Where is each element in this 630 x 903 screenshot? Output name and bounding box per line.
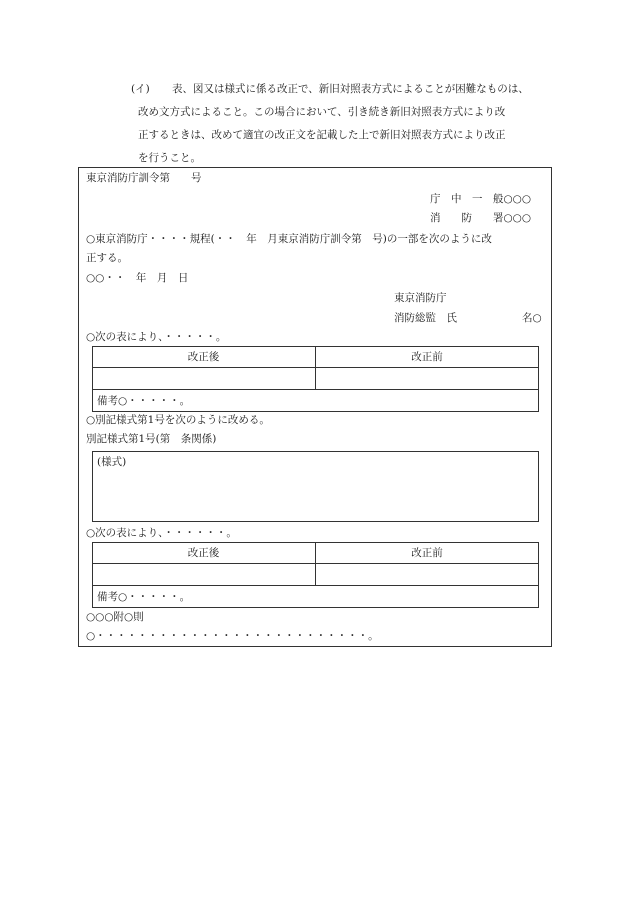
office-line-2: 消 防 署○○○	[430, 212, 531, 224]
style-box-label: (様式)	[97, 456, 127, 468]
paragraph-line-4: を行うこと。	[138, 152, 201, 164]
issuer-title: 消防総監 氏	[394, 312, 457, 324]
main-text-line-2: 正する。	[86, 252, 128, 264]
table2-note-rule	[92, 585, 539, 586]
final-line: ○・・・・・・・・・・・・・・・・・・・・・・・・・・。	[86, 630, 379, 642]
table1-header-after: 改正後	[187, 351, 220, 363]
table2-header-after: 改正後	[187, 547, 220, 559]
table1-intro: ○次の表により、・・・・・。	[86, 331, 227, 343]
table1-note: 備考○・・・・・。	[97, 395, 191, 407]
ordinance-number: 東京消防庁訓令第 号	[86, 172, 202, 184]
table1-header-before: 改正前	[411, 351, 443, 363]
issuer-org: 東京消防庁	[394, 292, 447, 304]
main-text-line-1: ○東京消防庁・・・・規程(・・ 年 月東京消防庁訓令第 号)の一部を次のように改	[86, 233, 492, 245]
table1-note-rule	[92, 389, 539, 390]
paragraph-line-3: 正するときは、改めて適宜の改正文を記載した上で新旧対照表方式により改正	[138, 129, 506, 141]
table2-note: 備考○・・・・・。	[97, 591, 191, 603]
style-box	[92, 451, 539, 522]
paragraph-line-2: 改め文方式によること。この場合において、引き続き新旧対照表方式により改	[138, 106, 506, 118]
table2-header-rule	[92, 563, 539, 564]
date-line: ○○・・ 年 月 日	[86, 272, 189, 284]
table1-header-rule	[92, 367, 539, 368]
supplementary-provision: ○○○附○則	[86, 611, 144, 623]
paragraph-label: (イ)	[131, 83, 150, 95]
paragraph-line-1: 表、図又は様式に係る改正で、新旧対照表方式によることが困難なものは、	[172, 83, 529, 95]
appendix-title: 別記様式第1号(第 条関係)	[86, 433, 217, 445]
issuer-name: 名○	[522, 312, 542, 324]
table2-header-before: 改正前	[411, 547, 443, 559]
table2-intro: ○次の表により、・・・・・・。	[86, 527, 237, 539]
appendix-line: ○別記様式第1号を次のように改める。	[86, 414, 270, 426]
office-line-1: 庁 中 一 般○○○	[430, 193, 531, 205]
